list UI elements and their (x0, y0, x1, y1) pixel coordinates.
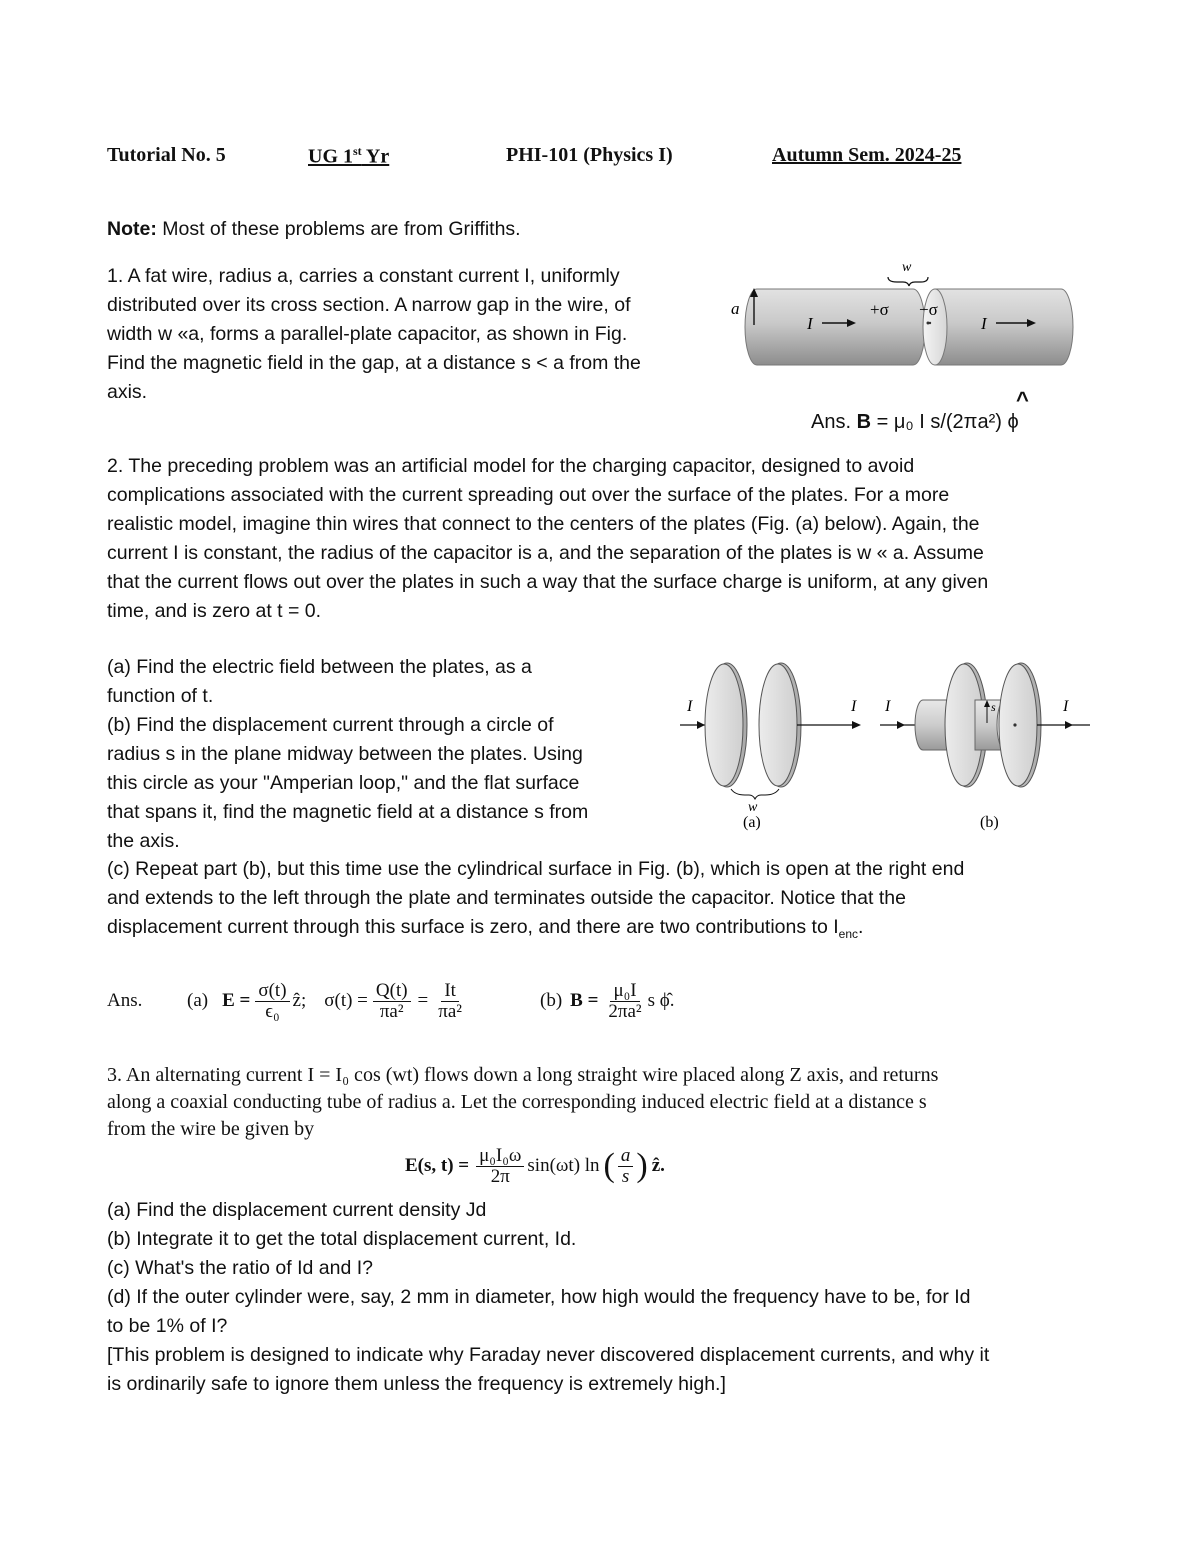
left-cylinder (745, 289, 925, 365)
sin-ln: sin(ωt) ln (527, 1155, 600, 1176)
q2-line: that the current flows out over the plates in such a way that the surface charge is uniform, at any given (107, 571, 989, 593)
q1-answer: Ans. B = μ₀ I s/(2πa²) ϕ (811, 411, 1019, 433)
zhat-q3: ẑ. (651, 1155, 665, 1176)
current-label-a-left: I (687, 698, 693, 715)
q3-part: to be 1% of I? (107, 1315, 228, 1337)
answer-label: Ans. (107, 990, 143, 1011)
sigma-lhs: σ(t) = (324, 990, 368, 1011)
q2-part-line: radius s in the plane midway between the plates. Using (107, 743, 583, 765)
caption-a: (a) (743, 814, 761, 831)
wire-arrow-right-b (1065, 721, 1073, 729)
gap-label: w (902, 260, 912, 275)
question-1-text (107, 262, 707, 407)
q2-line: time, and is zero at t = 0. (107, 600, 322, 622)
q1-line: width w «a, forms a parallel-plate capacitor, as shown in Fig. (107, 323, 628, 345)
q3-part: (d) If the outer cylinder were, say, 2 mm in diameter, how high would the frequency have to be, for Id (107, 1286, 971, 1308)
current-label-right: I (981, 314, 987, 333)
q1-line: Find the magnetic field in the gap, at a distance s < a from the (107, 352, 641, 374)
current-label-b-right: I (1063, 698, 1069, 715)
gap-brace-a (731, 789, 779, 799)
current-label-left: I (807, 314, 813, 333)
s-label: s (991, 700, 996, 714)
q3-line: 3. An alternating current I = I₀ cos (wt) flows down a long straight wire placed along Z axis, and returns (107, 1064, 939, 1086)
question-2-part-c (107, 855, 1107, 949)
plus-sigma-label: +σ (870, 300, 889, 319)
B-lhs: B = (570, 990, 599, 1011)
figure-b (880, 663, 1090, 831)
q2-part-c-line: displacement current through this surface is zero, and there are two contributions to $I_{enc}$. (107, 916, 864, 941)
wire-arrow-right-a (852, 721, 861, 729)
q3-part: (a) Find the displacement current density Jd (107, 1199, 487, 1221)
equals: = (417, 990, 429, 1011)
zhat: ẑ; (292, 990, 307, 1011)
plate-2-center (1013, 723, 1016, 726)
a-over-s: $\frac{a}{s}$ (618, 1146, 634, 1187)
q2-part-line: (b) Find the displacement current through a circle of (107, 714, 554, 736)
q3-line: along a coaxial conducting tube of radius a. Let the corresponding induced electric field at a distance s (107, 1091, 927, 1113)
q3-part: (b) Integrate it to get the total displacement current, Id. (107, 1228, 577, 1250)
current-label-b-left: I (885, 698, 891, 715)
q2-part-c-line: (c) Repeat part (b), but this time use the cylindrical surface in Fig. (b), which is open at the right end (107, 858, 965, 880)
plate-1-a-face (705, 664, 743, 786)
minus-sigma-label: −σ (919, 300, 938, 319)
q3-part: (c) What's the ratio of Id and I? (107, 1257, 374, 1279)
q2-line: realistic model, imagine thin wires that connect to the centers of the plates (Fig. (a) below). Again, the (107, 513, 980, 535)
It-over-pia2: $\frac{It}{\text{πa²}}$ (438, 979, 462, 1022)
E-field-lhs: E(s, t) = (405, 1155, 470, 1176)
q3-closing: [This problem is designed to indicate why Faraday never discovered displacement currents, and why it (107, 1344, 990, 1366)
question-2-parts (107, 653, 667, 856)
E-lhs: E = (222, 990, 251, 1011)
wire-arrow-left-b (897, 721, 905, 729)
question-3-text (107, 1062, 1107, 1143)
q1-line: distributed over its cross section. A narrow gap in the wire, of (107, 294, 631, 316)
answer-part-a: (a) (187, 990, 209, 1011)
wire-gap-figure (725, 255, 1085, 375)
s-phi-hat: s ϕ̂. (647, 990, 675, 1011)
question-3-parts (107, 1196, 1107, 1399)
note: Note: Most of these problems are from Griffiths. (107, 218, 521, 240)
q2-line: 2. The preceding problem was an artificial model for the charging capacitor, designed to avoid (107, 455, 915, 477)
tutorial-number: Tutorial No. 5 (107, 144, 226, 166)
mu0I-over-2pia2: $\frac{\text{μ₀I}}{\text{2πa²}}$ (608, 979, 642, 1022)
gap-label-a: w (748, 800, 758, 815)
gap-brace (888, 277, 928, 286)
q1-line: axis. (107, 381, 148, 403)
course-code: PHI-101 (Physics I) (506, 144, 673, 166)
q2-part-c-line: and extends to the left through the plate and terminates outside the capacitor. Notice that the (107, 887, 906, 909)
plate-2-b-face (999, 664, 1037, 786)
q1-line: 1. A fat wire, radius a, carries a constant current I, uniformly (107, 265, 620, 287)
q2-part-line: that spans it, find the magnetic field at a distance s from (107, 801, 589, 823)
caption-b: (b) (980, 814, 999, 831)
q2-part-line: function of t. (107, 685, 214, 707)
q3-equation: E(s, t) = $\frac{\text{μ₀I₀ω}}{2\pi}$ sin(ωt) ln ( $\frac{a}{s}$ ) ẑ. (405, 1144, 665, 1187)
Q-over-pia2: $\frac{Q(t)}{\text{πa²}}$ (373, 981, 411, 1022)
q2-part-line: this circle as your "Amperian loop," and the flat surface (107, 772, 580, 794)
sigma-over-eps: $\frac{\sigma(t)}{\text{ϵ₀}}$ (255, 981, 289, 1022)
right-cylinder (935, 289, 1073, 365)
semester-label: Autumn Sem. 2024-25 (772, 144, 962, 166)
capacitor-figure (675, 655, 1100, 835)
phi-hat-caret: ^ (1016, 387, 1029, 412)
current-label-a-right: I (851, 698, 857, 715)
center-dot-right (929, 322, 931, 324)
mu0I0w-over-2pi: $\frac{\text{μ₀I₀ω}}{2\pi}$ (476, 1146, 524, 1187)
figure-a (680, 663, 861, 831)
q3-line: from the wire be given by (107, 1118, 315, 1140)
wire-arrow-left-a (697, 721, 705, 729)
q3-closing: is ordinarily safe to ignore them unless the frequency is extremely high.] (107, 1373, 726, 1395)
question-2-text (107, 452, 1107, 626)
q2-answer (107, 976, 907, 1026)
q2-line: current I is constant, the radius of the capacitor is a, and the separation of the plates is w « a. Assume (107, 542, 984, 564)
plate-2-a-face (759, 664, 797, 786)
q2-part-line: the axis. (107, 830, 180, 852)
q2-line: complications associated with the current spreading out over the surface of the plates. For a more (107, 484, 950, 506)
year-label: UG 1st Yr (308, 144, 390, 168)
radius-label: a (731, 299, 740, 318)
q2-part-line: (a) Find the electric field between the plates, as a (107, 656, 532, 678)
answer-part-b: (b) (540, 990, 563, 1011)
